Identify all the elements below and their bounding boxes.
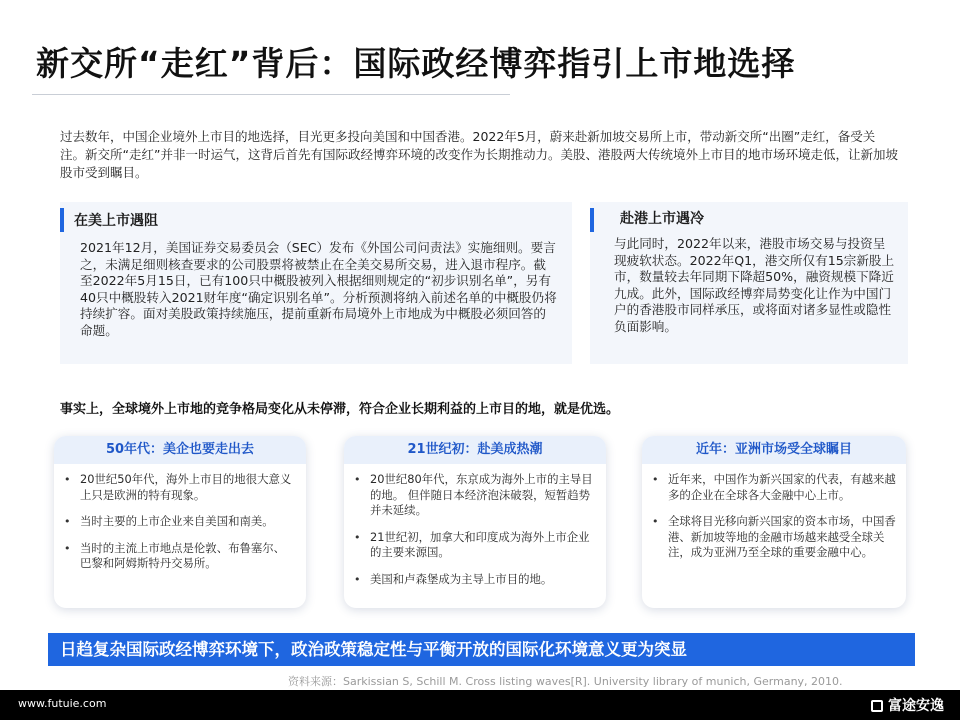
era-card-title: 21世纪初：赴美成热潮 — [344, 436, 606, 464]
lead-statement: 事实上，全球境外上市地的竞争格局变化从未停滞，符合企业长期利益的上市目的地，就是优选。 — [60, 402, 620, 417]
footer-website: www.futuie.com — [18, 697, 107, 710]
brand-name: 富途安逸 — [888, 698, 944, 714]
card-accent-bar — [60, 208, 64, 232]
brand-mark-icon — [871, 700, 883, 712]
intro-paragraph: 过去数年，中国企业境外上市目的地选择，目光更多投向美国和中国香港。2022年5月，蔚来赴新加坡交易所上市，带动新交所“出圈”走红，备受关注。新交所“走红”并非一时运气，这背后首先有国际政经博弈环境的改变作为长期推动力。美股、港股两大传统境外上市目的地市场环境走低，让新加坡股市受到瞩目。 — [60, 129, 898, 180]
list-item: • 当时主要的上市企业来自美国和南美。 — [64, 514, 274, 528]
list-item: • 近年来，中国作为新兴国家的代表，有越来越多的企业在全球各大金融中心上市。 — [652, 472, 896, 502]
era-card-1950s — [54, 436, 306, 608]
list-item: • 当时的主流上市地点是伦敦、布鲁塞尔、巴黎和阿姆斯特丹交易所。 — [64, 540, 286, 570]
brand-logo — [871, 695, 944, 715]
page-title: 新交所“走红”背后：国际政经博弈指引上市地选择 — [36, 44, 796, 83]
bullet-icon: • — [354, 473, 361, 486]
list-item: • 美国和卢森堡成为主导上市目的地。 — [354, 571, 553, 586]
title-divider — [32, 94, 510, 95]
list-item: • 全球将目光移向新兴国家的资本市场，中国香港、新加坡等地的金融市场越来越受全球关注，成为亚洲乃至全球的重要金融中心。 — [652, 514, 896, 559]
era-list — [54, 472, 306, 572]
list-item: • 20世纪50年代，海外上市目的地很大意义上只是欧洲的特有现象。 — [64, 472, 292, 502]
era-card-recent — [642, 436, 906, 608]
bullet-icon: • — [64, 541, 71, 555]
us-listing-card — [60, 202, 572, 364]
footer-bar — [0, 690, 960, 720]
hk-listing-card — [590, 202, 908, 364]
card-accent-bar — [590, 208, 594, 232]
hk-card-body: 与此同时，2022年以来，港股市场交易与投资呈现疲软状态。2022年Q1，港交所仅有15宗新股上市，数量较去年同期下降超50%，融资规模下降近九成。此外，国际政经博弈局势变化让作为中国门户的香港股市同样承压，或将面对诸多显性或隐性负面影响。 — [614, 236, 895, 334]
bullet-icon: • — [652, 473, 659, 486]
bullet-icon: • — [64, 515, 71, 528]
era-card-2000s — [344, 436, 606, 608]
bullet-icon: • — [354, 530, 361, 544]
bullet-icon: • — [64, 473, 71, 486]
bullet-icon: • — [354, 572, 361, 586]
bullet-icon: • — [652, 515, 659, 528]
hk-card-title: 赴港上市遇冷 — [620, 211, 704, 227]
era-list — [642, 472, 906, 561]
era-list — [344, 472, 606, 587]
source-citation: 资料来源：Sarkissian S, Schill M. Cross listing waves[R]. University library of munich, Germany, 2010. — [288, 675, 843, 688]
list-item: • 21世纪初，加拿大和印度成为海外上市企业的主要来源国。 — [354, 529, 590, 559]
us-card-title: 在美上市遇阻 — [74, 213, 158, 229]
us-card-body: 2021年12月，美国证券交易委员会（SEC）发布《外国公司问责法》实施细则。要言之，未满足细则核查要求的公司股票将被禁止在全美交易所交易，进入退市程序。截至2022年5月15日，已有100只中概股被列入根据细则规定的“初步识别名单”，另有40只中概股转入2021财年度“确定识别名单”。分析预测将纳入前述名单的中概股仍将持续扩容。面对美股政策持续施压，提前重新布局境外上市地成为中概股必须回答的命题。 — [80, 240, 557, 338]
conclusion-banner: 日趋复杂国际政经博弈环境下，政治政策稳定性与平衡开放的国际化环境意义更为突显 — [48, 633, 915, 666]
era-card-title: 近年：亚洲市场受全球瞩目 — [642, 436, 906, 464]
era-card-title: 50年代：美企也要走出去 — [54, 436, 306, 464]
list-item: • 20世纪80年代，东京成为海外上市的主导目的地。 但伴随日本经济泡沫破裂，短暂趋势并未延续。 — [354, 472, 593, 517]
